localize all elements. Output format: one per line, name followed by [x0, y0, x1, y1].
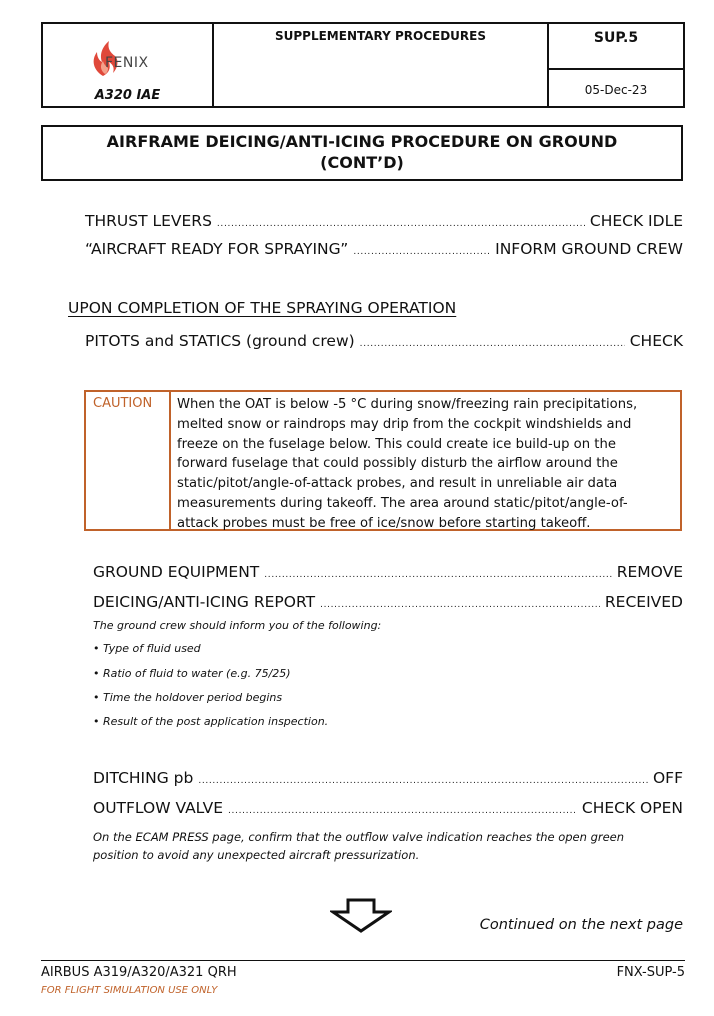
report-note-intro: The ground crew should inform you of the following:	[93, 619, 382, 632]
checklist-row-outflow-valve	[93, 799, 683, 817]
down-arrow-icon	[330, 898, 392, 934]
leader-dots	[228, 799, 577, 817]
leader-dots	[264, 563, 611, 581]
section-title: SUPPLEMENTARY PROCEDURES	[274, 29, 487, 43]
footer-page-id: FNX-SUP-5	[616, 965, 685, 980]
leader-dots	[198, 769, 648, 787]
footer-disclaimer: FOR FLIGHT SIMULATION USE ONLY	[41, 985, 218, 996]
leader-dots	[360, 332, 625, 350]
checklist-item: “AIRCRAFT READY FOR SPRAYING”	[85, 240, 349, 258]
checklist-action: REMOVE	[616, 563, 683, 581]
leader-dots	[320, 593, 600, 611]
checklist-row-pitots	[85, 332, 683, 350]
caution-box	[84, 390, 682, 531]
checklist-item: DEICING/ANTI-ICING REPORT	[93, 593, 316, 611]
code-date-cell	[547, 24, 683, 106]
checklist-row-aircraft-ready	[85, 240, 683, 258]
checklist-action: RECEIVED	[604, 593, 683, 611]
brand-cell	[43, 24, 214, 106]
checklist-row-deicing-report	[93, 593, 683, 611]
outflow-note: On the ECAM PRESS page, confirm that the outflow valve indication reaches the open green position to avoid any unexpected aircraft pressurization.	[93, 830, 625, 862]
report-note-item: • Ratio of fluid to water (e.g. 75/25)	[93, 667, 291, 680]
checklist-row-ground-equipment	[93, 563, 683, 581]
leader-dots	[217, 212, 585, 230]
caution-text: When the OAT is below -5 °C during snow/freezing rain precipitations, melted snow or raindrops may drip from the cockpit windshields and freeze on the fuselage below. This could create ice build-up on the forward fuselage that could possibly disturb the airflow around the static/pitot/angle-of-attack probes, and result in unreliable air data measurements during takeoff. The area around static/pitot/angle-of-attack probes must be free of ice/snow before starting takeoff.	[177, 397, 638, 531]
checklist-row-ditching	[93, 769, 683, 787]
report-note-item: • Type of fluid used	[93, 642, 201, 655]
continued-note: Continued on the next page	[479, 917, 683, 933]
procedure-title-line2: (CONT’D)	[320, 153, 404, 172]
procedure-title-line1: AIRFRAME DEICING/ANTI-ICING PROCEDURE ON GROUND	[106, 132, 618, 151]
checklist-action: INFORM GROUND CREW	[495, 240, 683, 258]
condition-heading: UPON COMPLETION OF THE SPRAYING OPERATION	[68, 299, 457, 317]
footer-document-title: AIRBUS A319/A320/A321 QRH	[41, 965, 237, 980]
brand-name: FENIX	[105, 55, 149, 71]
checklist-item: THRUST LEVERS	[85, 212, 212, 230]
divider	[549, 68, 683, 70]
header-table	[41, 22, 685, 108]
leader-dots	[353, 240, 490, 258]
checklist-action: CHECK	[629, 332, 683, 350]
caution-label: CAUTION	[86, 392, 171, 529]
footer-divider	[41, 960, 685, 961]
checklist-action: OFF	[652, 769, 683, 787]
report-note-item: • Result of the post application inspection.	[93, 715, 329, 728]
revision-date: 05-Dec-23	[584, 83, 648, 97]
checklist-action: CHECK IDLE	[589, 212, 683, 230]
checklist-item: DITCHING pb	[93, 769, 194, 787]
checklist-item: GROUND EQUIPMENT	[93, 563, 260, 581]
checklist-item: PITOTS and STATICS (ground crew)	[85, 332, 355, 350]
procedure-code: SUP.5	[593, 30, 639, 46]
procedure-title	[41, 125, 683, 181]
aircraft-model: A320 IAE	[94, 88, 161, 103]
checklist-action: CHECK OPEN	[581, 799, 683, 817]
checklist-item: OUTFLOW VALVE	[93, 799, 224, 817]
checklist-row-thrust-levers	[85, 212, 683, 230]
report-note-item: • Time the holdover period begins	[93, 691, 283, 704]
